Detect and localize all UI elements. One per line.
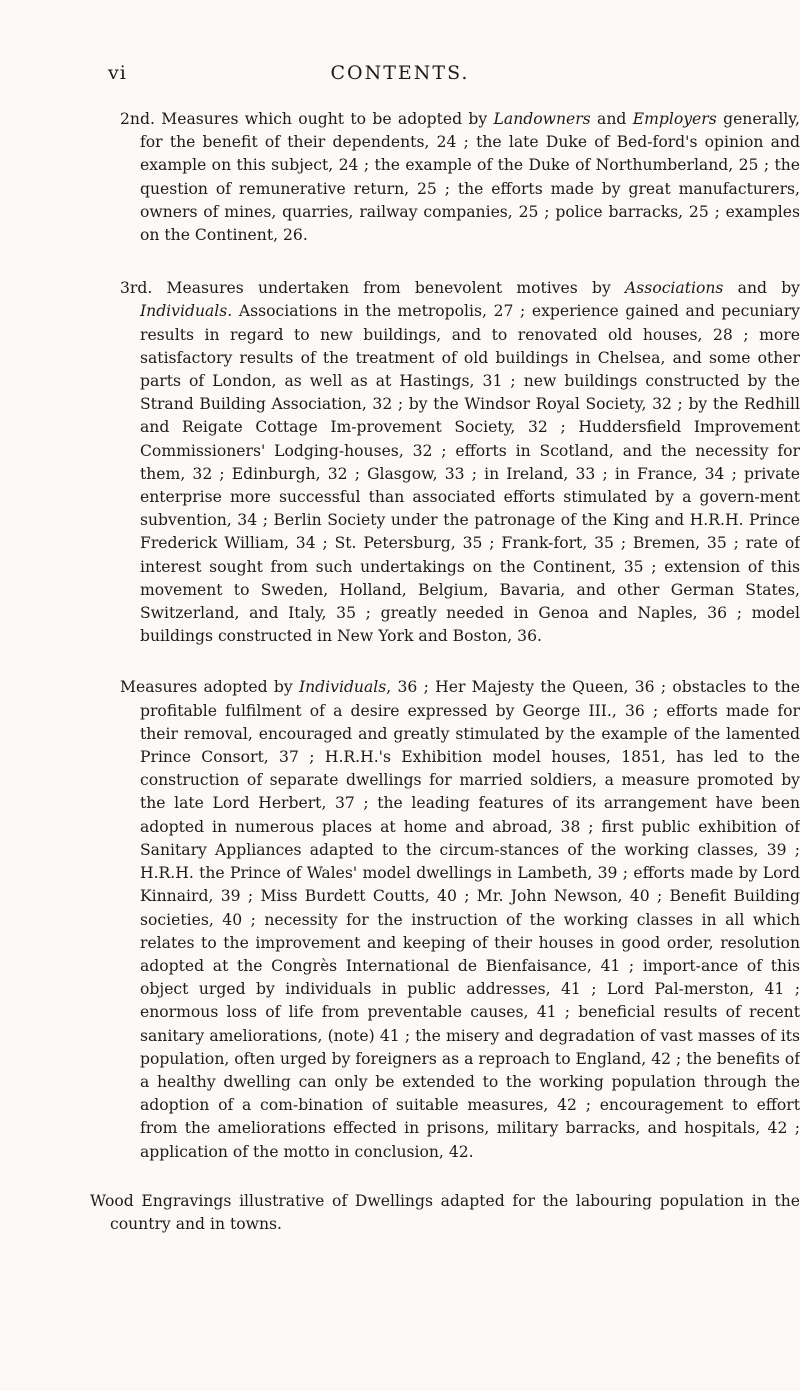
page-header [0, 62, 800, 92]
contents-body [90, 108, 800, 1262]
entry-emphasis: Associations [625, 279, 724, 298]
running-head: CONTENTS. [330, 62, 470, 84]
entry-lead: Measures adopted by [120, 678, 299, 697]
contents-entry-3rd [120, 277, 800, 648]
entry-emphasis: Landowners [493, 110, 591, 128]
entry-lead: 2nd. Measures which ought to be adopted by [120, 110, 494, 128]
contents-entry-wood-engravings [90, 1190, 800, 1236]
page-number: vi [108, 62, 127, 84]
entry-emphasis: Individuals. [140, 302, 233, 321]
entry-text: Associations in the metropolis, 27 ; experience gained and pecuniary results in regard to new buildings, and to renovated old houses, 28 ; more satisfactory results of the treatment of old buildings in Chelsea, and some other parts of London, as well as at Hastings, 31 ; new buildings constructed by the Strand Building Association, 32 ; by the Windsor Royal Society, 32 ; by the Redhill and Reigate Cottage Im-provement Society, 32 ; Huddersfield Improvement Commissioners' Lodging-houses, 32 ; efforts in Scotland, and the necessity for them, 32 ; Edinburgh, 32 ; Glasgow, 33 ; in Ireland, 33 ; in France, 34 ; private enterprise more successful than associated efforts stimulated by a govern-ment subvention, 34 ; Berlin Society under the patronage of the King and H.R.H. Prince Frederick William, 34 ; St. Petersburg, 35 ; Frank-fort, 35 ; Bremen, 35 ; rate of interest sought from such undertakings on the Continent, 35 ; extension of this movement to Sweden, Holland, Belgium, Bavaria, and other German States, Switzerland, and Italy, 35 ; greatly needed in Genoa and Naples, 36 ; model buildings constructed in New York and Boston, 36. [140, 302, 800, 646]
entry-text: , 36 ; Her Majesty the Queen, 36 ; obstacles to the profitable fulfilment of a desire expressed by George III., 36 ; efforts made for their removal, encouraged and greatly stimulated by the example of the lamented Prince Consort, 37 ; H.R.H.'s Exhibition model houses, 1851, has led to the construction of separate dwellings for married soldiers, a measure promoted by the late Lord Herbert, 37 ; the leading features of its arrangement have been adopted in numerous places at home and abroad, 38 ; first public exhibition of Sanitary Appliances adapted to the circum-stances of the working classes, 39 ; H.R.H. the Prince of Wales' model dwellings in Lambeth, 39 ; efforts made by Lord Kinnaird, 39 ; Miss Burdett Coutts, 40 ; Mr. John Newson, 40 ; Benefit Building societies, 40 ; necessity for the instruction of the working classes in all which relates to the improvement and keeping of their houses in good order, resolution adopted at the Congrès International de Bienfaisance, 41 ; import-ance of this object urged by individuals in public addresses, 41 ; Lord Pal-merston, 41 ; enormous loss of life from preventable causes, 41 ; beneficial results of recent sanitary ameliorations, (note) 41 ; the misery and degradation of vast masses of its population, often urged by foreigners as a reproach to England, 42 ; the benefits of a healthy dwelling can only be extended to the working population through the adoption of a com-bination of suitable measures, 42 ; encouragement to effort from the ameliorations effected in prisons, military barracks, and hospitals, 42 ; application of the motto in conclusion, 42. [140, 678, 800, 1161]
contents-entry-individuals [120, 676, 800, 1163]
contents-entry-2nd [120, 108, 800, 247]
entry-text: generally, for the benefit of their dependents, 24 ; the late Duke of Bed-ford's opinion and example on this subject, 24 ; the example of the Duke of Northumberland, 25 ; the question of remunerative return, 25 ; the efforts made by great manufacturers, owners of mines, quarries, railway companies, 25 ; police barracks, 25 ; examples on the Continent, 26. [140, 110, 800, 245]
entry-text: and [590, 110, 633, 128]
entry-lead: 3rd. Measures undertaken from benevolent motives by [120, 279, 626, 298]
entry-emphasis: Employers [632, 110, 717, 128]
entry-text: and by [723, 279, 800, 298]
entry-lead: Wood Engravings illustrative of Dwellings adapted for the labouring population in the country and in towns. [90, 1191, 800, 1233]
entry-emphasis: Individuals [298, 678, 387, 697]
